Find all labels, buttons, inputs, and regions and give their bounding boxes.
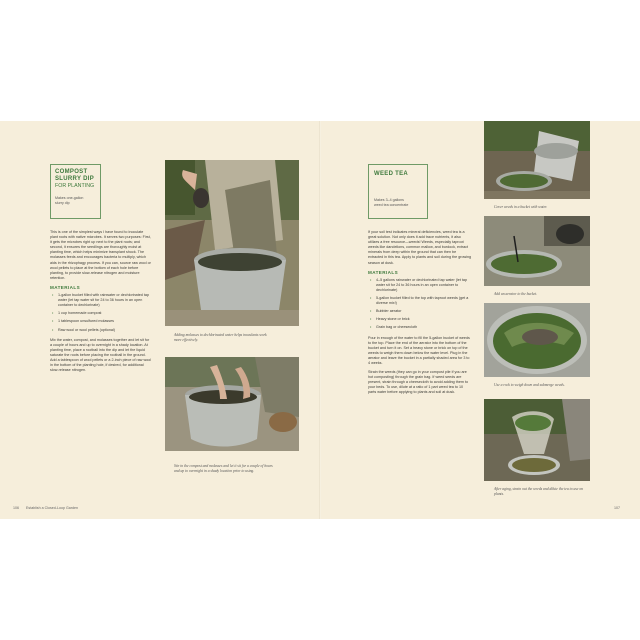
strain-paragraph: Strain the weeds (they can go in your compost pile if you are hot composting) through the grain bag. If weed seeds are present, strain through a cheesecloth to avoid adding them to your beds. To use, dilute at a ratio of 1 part weed tea to 10 parts water before applying to plants and soil at dusk. — [368, 370, 469, 395]
left-body-text — [50, 230, 152, 377]
list-item: • 4–5 gallons rainwater or dechlorinated tap water (let tap water sit for 24 to 36 hours in an open container to dechlorinate) — [370, 277, 468, 292]
title-line-3: FOR PLANTING — [55, 183, 95, 189]
page-number-left: 106 — [13, 506, 19, 510]
intro-paragraph: If your soil test indicates mineral deficiencies, weed tea is a great solution. Not only does it add trace nutrients, it also utilizes a free resource—weeds! Weeds, especially taproot weeds like dandelions, common mallow, and burdock, extract minerals from deep within the ground that can then be extracted in this tea. Apply to plants and soil during the growing season at dusk. — [368, 230, 472, 265]
photo-rock-weight — [484, 303, 590, 377]
title-line-1: COMPOST — [55, 169, 88, 175]
method-paragraph: Mix the water, compost, and molasses together and let sit for a couple of hours and up to overnight in a shady location. At planting time, place a rootball into the dip and let the liquid saturate the roots before placing the rootball in the ground. Add a tablespoon of wool pellets or a 2-inch piece of raw wool in the bottom of the planting hole, if desired, for additional slow-release nitrogen. — [50, 337, 152, 373]
yield-line-2: slurry dip — [55, 200, 70, 205]
intro-paragraph: This is one of the simplest ways I have found to inoculate plant roots with native microbes. It serves two purposes: First, it gets the microbes right up next to the plant roots; and second, it ensures the seedlings are thoroughly moist at planting time, which helps minimize transplant shock. The molasses feeds and encourages bacteria to multiply, which aids in the rhizophagy process. If you can, source raw wool or wool pellets to place at the bottom of each hole before planting, to provide slow-release nitrogen and moisture retention. — [50, 230, 151, 280]
folio-left — [13, 506, 78, 510]
list-item-text: Bubbler aerator — [376, 309, 402, 314]
list-item-text: Heavy stone or brick — [376, 317, 410, 322]
photo-pouring-molasses — [165, 160, 299, 326]
list-item: • Heavy stone or brick — [370, 317, 410, 322]
list-item: • 1 tablespoon unsulfured molasses — [52, 319, 114, 324]
page-number-right: 107 — [614, 506, 620, 510]
materials-list — [50, 293, 152, 333]
materials-heading: MATERIALS — [368, 269, 399, 275]
yield-block — [55, 196, 98, 205]
caption-strain: After aging, strain out the weeds and dilute the tea to use on plants. — [494, 487, 584, 496]
list-item-text: 1 cup homemade compost — [58, 311, 102, 316]
list-item: • 5-gallon bucket filled to the top with taproot weeds (get a diverse mix!) — [370, 296, 469, 306]
title-line-2: SLURRY DIP — [55, 176, 95, 182]
photo-stirring-compost — [165, 357, 299, 451]
photo-strain-weeds — [484, 399, 590, 481]
list-item: • Raw wool or wool pellets (optional) — [52, 327, 115, 332]
list-item: • 1-gallon bucket filled with rainwater or dechlorinated tap water (let tap water sit for 24 to 36 hours in an open container to dechlorinate) — [52, 293, 150, 308]
list-item-text: 1 tablespoon unsulfured molasses — [58, 319, 114, 324]
method-paragraph: Pour in enough of the water to fill the 5-gallon bucket of weeds to the top. Place the end of the aerator into the bottom of the bucket and turn it on. Set a heavy stone or brick on top of the weeds to weigh them down below the water level. Plug in the aerator and leave the bucket in a partially shaded area for 3 to 4 weeks. — [368, 335, 470, 365]
compost-slurry-title-box — [50, 164, 101, 219]
running-head-left: Establish a Closed-Loop Garden — [26, 506, 78, 510]
yield-line-1: Makes one-gallon — [55, 196, 84, 200]
weed-tea-title: WEED TEA — [374, 171, 409, 177]
list-item-text: 4–5 gallons rainwater or dechlorinated tap water (let tap water sit for 24 to 36 hours in an open container to dechlorinate) — [376, 277, 468, 292]
list-item-text: 1-gallon bucket filled with rainwater or dechlorinated tap water (let tap water sit for 24 to 36 hours in an open container to dechlorinate) — [58, 293, 150, 308]
book-gutter — [319, 121, 321, 519]
caption-aerator: Add an aerator to the bucket. — [494, 292, 538, 296]
yield-line-1: Makes 3–4 gallons — [374, 198, 404, 202]
yield-line-2: weed tea concentrate — [374, 202, 409, 207]
list-item: • 1 cup homemade compost — [52, 311, 102, 316]
materials-heading: MATERIALS — [50, 284, 81, 290]
caption-stir: Stir in the compost and molasses and let it sit for a couple of hours and up to overnight in a shady location prior to using. — [174, 464, 273, 473]
list-item-text: Raw wool or wool pellets (optional) — [58, 327, 115, 332]
right-body-text — [368, 230, 472, 400]
list-item-text: 5-gallon bucket filled to the top with taproot weeds (get a diverse mix!) — [376, 296, 469, 306]
weed-tea-title-box — [368, 164, 428, 219]
caption-rock: Use a rock to weigh down and submerge weeds. — [494, 383, 565, 387]
list-item: • Grain bag or cheesecloth — [370, 325, 418, 330]
photo-aerator — [484, 216, 590, 286]
caption-cover-weeds: Cover weeds in a bucket with water. — [494, 205, 548, 209]
caption-molasses: Adding molasses to dechlorinated water helps inoculants work more effectively. — [174, 333, 267, 342]
photo-cover-weeds — [484, 121, 590, 199]
folio-right — [614, 506, 620, 510]
materials-list — [368, 278, 472, 331]
list-item-text: Grain bag or cheesecloth — [376, 325, 418, 330]
list-item: • Bubbler aerator — [370, 309, 402, 314]
weed-tea-yield — [374, 198, 424, 207]
